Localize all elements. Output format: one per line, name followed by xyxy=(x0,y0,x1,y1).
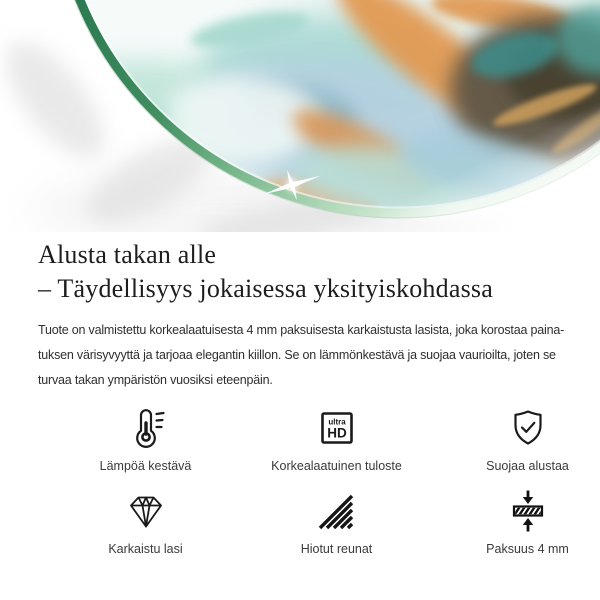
feature-label: Suojaa alustaa xyxy=(486,459,569,473)
feature-protects-surface xyxy=(432,405,600,474)
thickness-icon xyxy=(506,488,550,534)
feature-grid xyxy=(50,405,570,557)
feature-heat-resistant xyxy=(50,405,241,474)
feature-label: Paksuus 4 mm xyxy=(486,542,569,556)
feature-tempered-glass xyxy=(50,488,241,557)
feature-polished-edges xyxy=(241,488,432,557)
feature-label: Karkaistu lasi xyxy=(108,542,183,556)
feature-label: Korkealaatuinen tuloste xyxy=(271,459,402,473)
feature-thickness-4mm xyxy=(432,488,600,557)
description-line: turvaa takan ympäristön vuosiksi eteenpäin. xyxy=(38,373,273,387)
shield-check-icon xyxy=(506,405,550,451)
thermometer-icon xyxy=(124,405,168,451)
diamond-icon xyxy=(124,488,168,534)
page-title xyxy=(38,238,570,306)
description-line: tuksen värisyvyyttä ja tarjoaa elegantin kiillon. Se on lämmönkestävä ja suojaa vaurioilta, joten se xyxy=(38,348,556,362)
ultra-hd-icon xyxy=(315,405,359,451)
feature-ultra-hd-print xyxy=(241,405,432,474)
title-line-2: – Täydellisyys jokaisessa yksityiskohdassa xyxy=(38,274,493,303)
glass-panel-illustration xyxy=(0,0,600,232)
svg-text:ultra: ultra xyxy=(327,417,346,427)
feature-label: Lämpöä kestävä xyxy=(99,459,192,473)
title-line-1: Alusta takan alle xyxy=(38,240,217,269)
product-description-section xyxy=(0,232,600,557)
product-photo xyxy=(0,0,600,232)
beveled-edge-icon xyxy=(315,488,359,534)
feature-label: Hiotut reunat xyxy=(300,542,373,556)
description-line: Tuote on valmistettu korkealaatuisesta 4 mm paksuisesta karkaistusta lasista, joka korostaa paina- xyxy=(38,323,565,337)
photo-fade-overlay xyxy=(0,0,600,232)
svg-text:HD: HD xyxy=(326,425,347,441)
description-paragraph xyxy=(38,318,570,393)
